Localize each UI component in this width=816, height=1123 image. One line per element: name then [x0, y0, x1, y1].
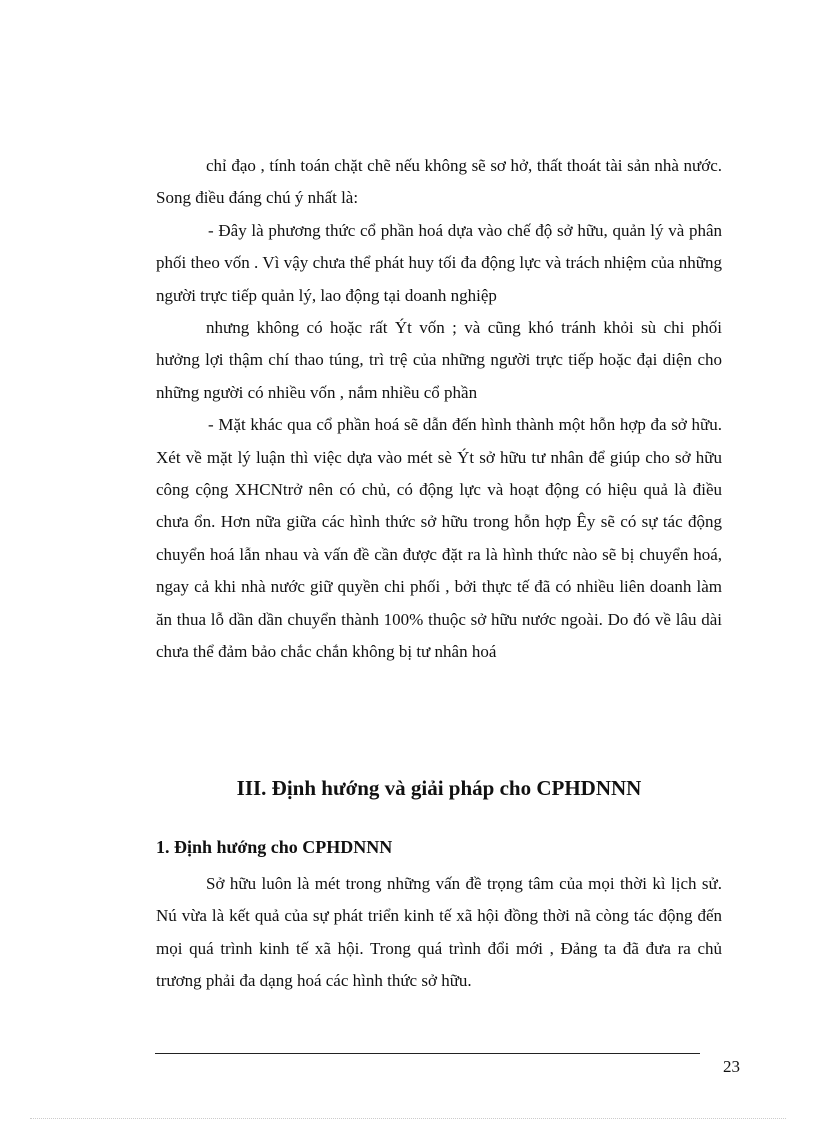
section-paragraph: Sở hữu luôn là mét trong những vấn đề trọng tâm của mọi thời kì lịch sử. Nú vừa là kết quả của sự phát triển kinh tế xã hội đồng thời nã còng tác động đến mọi quá trình kinh tế xã hội. Trong quá trình đổi mới , Đảng ta đã đưa ra chủ trương phải đa dạng hoá các hình thức sở hữu. — [156, 874, 722, 991]
page-number: 23 — [723, 1057, 740, 1076]
paragraph-continuation: chỉ đạo , tính toán chặt chẽ nếu không sẽ sơ hở, thất thoát tài sản nhà nước. Song điều đáng chú ý nhất là: — [156, 156, 722, 208]
paragraph-continuation-2: nhưng không có hoặc rất Ýt vốn ; và cũng khó tránh khỏi sù chi phối hưởng lợi thậm chí thao túng, trì trệ của những người trực tiếp hoặc đại diện cho những người có nhiều vốn , nắm nhiều cổ phần — [156, 318, 722, 402]
paragraph-bullet-1: - Đây là phương thức cổ phần hoá dựa vào chế độ sở hữu, quản lý và phân phối theo vốn . Vì vậy chưa thể phát huy tối đa động lực và trách nhiệm của những người trực tiếp quản lý, lao động tại doanh nghiệp — [156, 220, 722, 305]
section-heading: III. Định hướng và giải pháp cho CPHDNNN — [236, 776, 642, 800]
page-bottom-edge — [30, 1118, 786, 1119]
section-text — [156, 868, 722, 998]
footer-rule — [155, 1053, 700, 1054]
subsection-heading: 1. Định hướng cho CPHDNNN — [156, 837, 393, 857]
body-text — [156, 150, 722, 669]
paragraph-bullet-2: - Mặt khác qua cổ phần hoá sẽ dẫn đến hình thành một hỗn hợp đa sở hữu. Xét về mặt lý luận thì việc dựa vào mét sè Ýt sở hữu tư nhân để giúp cho sở hữu công cộng XHCNtrở nên có chủ, có động lực và hoạt động có hiệu quả là điều chưa ổn. Hơn nữa giữa các hình thức sở hữu trong hỗn hợp Êy sẽ có sự tác động chuyển hoá lẫn nhau và vấn đề cần được đặt ra là hình thức nào sẽ bị chuyển hoá, ngay cả khi nhà nước giữ quyền chi phối , bởi thực tế đã có nhiều liên doanh làm ăn thua lỗ dần dần chuyển thành 100% thuộc sở hữu nước ngoài. Do đó về lâu dài chưa thể đảm bảo chắc chắn không bị tư nhân hoá — [156, 415, 722, 662]
